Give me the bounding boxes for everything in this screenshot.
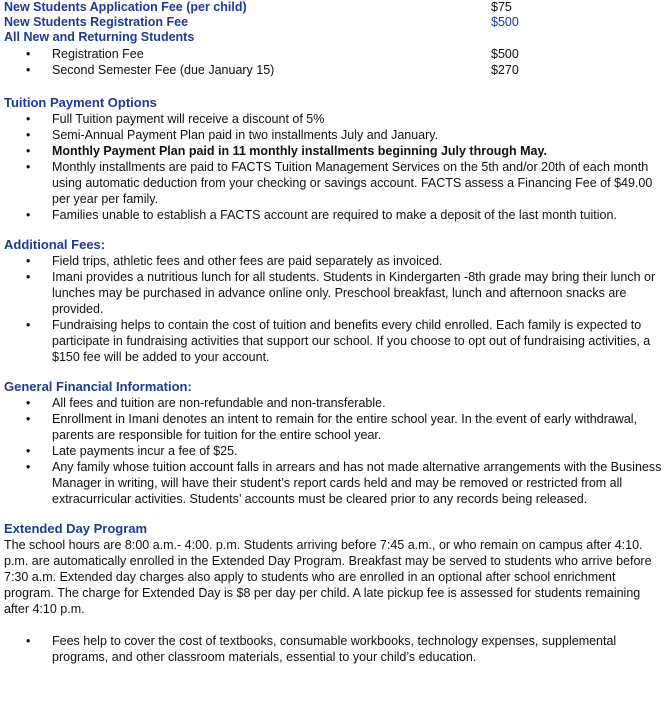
list-item-text: Fees help to cover the cost of textbooks, consumable workbooks, technology expenses, supplemental programs, and other classroom materials, essential to your child’s education. <box>52 634 617 664</box>
list-item-text: Families unable to establish a FACTS account are required to make a deposit of the last month tuition. <box>52 208 617 222</box>
list-item-text: Imani provides a nutritious lunch for all students. Students in Kindergarten -8th grade may bring their lunch or lunches may be purchased in advance online only. Preschool breakfast, lunch and afternoon snacks are provided. <box>52 270 656 316</box>
additional-fees-heading: Additional Fees: <box>4 237 106 252</box>
bullet-icon: • <box>26 254 31 268</box>
list-item <box>4 317 664 365</box>
bullet-icon: • <box>26 47 31 61</box>
list-item <box>4 443 664 459</box>
fee-amount: $270 <box>491 63 519 77</box>
bullet-icon: • <box>26 208 31 222</box>
all-students-heading-row <box>4 30 664 45</box>
fee-row-second-semester <box>4 62 664 78</box>
list-item-text: Full Tuition payment will receive a discount of 5% <box>52 112 325 126</box>
list-item <box>4 253 664 269</box>
additional-fees-list <box>4 253 664 365</box>
bullet-icon: • <box>26 160 31 174</box>
fee-label: Registration Fee <box>52 47 144 61</box>
bullet-icon: • <box>26 634 31 648</box>
list-item <box>4 459 664 507</box>
list-item <box>4 159 664 207</box>
fee-label: Second Semester Fee (due January 15) <box>52 63 275 77</box>
general-financial-heading: General Financial Information: <box>4 379 192 394</box>
bullet-icon: • <box>26 318 31 332</box>
list-item-text: Any family whose tuition account falls in arrears and has not made alternative arrangements with the Business Manager in writing, will have their student’s report cards held and may be removed or restricted from all extracurricular activities. Students’ accounts must be cleared prior to any records being released. <box>52 460 662 506</box>
bullet-icon: • <box>26 112 31 126</box>
list-item <box>4 411 664 443</box>
list-item <box>4 633 664 665</box>
list-item-text: Semi-Annual Payment Plan paid in two installments July and January. <box>52 128 439 142</box>
bullet-icon: • <box>26 128 31 142</box>
tuition-heading: Tuition Payment Options <box>4 95 157 110</box>
bullet-icon: • <box>26 460 31 474</box>
bullet-icon: • <box>26 412 31 426</box>
extended-day-text: The school hours are 8:00 a.m.- 4:00. p.m. Students arriving before 7:45 a.m., or who remain on campus after 4:10. p.m. are automatically enrolled in the Extended Day Program. Breakfast may be served to students who arrive before 7:30 a.m. Extended day charges also apply to students who are enrolled in an optional after school enrichment program. The charge for Extended Day is $8 per day per child. A late pickup fee is assessed for students remaining after 4:10 p.m. <box>4 538 652 616</box>
fee-row-registration-returning <box>4 46 664 62</box>
bullet-icon: • <box>26 444 31 458</box>
tuition-list <box>4 111 664 223</box>
fee-label: New Students Application Fee (per child) <box>4 0 247 14</box>
fee-amount: $500 <box>491 15 519 29</box>
all-students-heading: All New and Returning Students <box>4 30 195 44</box>
list-item-text: All fees and tuition are non-refundable and non-transferable. <box>52 396 386 410</box>
bullet-icon: • <box>26 396 31 410</box>
list-item-text: Monthly installments are paid to FACTS Tuition Management Services on the 5th and/or 20th of each month using automatic deduction from your checking or savings account. FACTS assess a Financing Fee of $49.00 per year per family. <box>52 160 653 206</box>
list-item <box>4 395 664 411</box>
bullet-icon: • <box>26 144 31 158</box>
list-item <box>4 269 664 317</box>
fee-label: New Students Registration Fee <box>4 15 189 29</box>
list-item-text: Field trips, athletic fees and other fees are paid separately as invoiced. <box>52 254 443 268</box>
general-financial-list <box>4 395 664 507</box>
fee-schedule-document <box>4 0 664 665</box>
extended-day-heading: Extended Day Program <box>4 521 148 536</box>
list-item <box>4 127 664 143</box>
list-item-text: Monthly Payment Plan paid in 11 monthly installments beginning July through May. <box>52 144 547 158</box>
fee-row-registration <box>4 15 664 30</box>
list-item-text: Enrollment in Imani denotes an intent to remain for the entire school year. In the event of early withdrawal, parents are responsible for tuition for the entire school year. <box>52 412 638 442</box>
closing-list <box>4 633 664 665</box>
fee-amount: $75 <box>491 0 512 14</box>
list-item <box>4 111 664 127</box>
list-item-text: Late payments incur a fee of $25. <box>52 444 238 458</box>
list-item-text: Fundraising helps to contain the cost of tuition and benefits every child enrolled. Each family is expected to participate in fundraising activities that support our school. If you choose to opt out of fundraising activities, a $150 fee will be added to your account. <box>52 318 651 364</box>
fee-amount: $500 <box>491 47 519 61</box>
bullet-icon: • <box>26 63 31 77</box>
list-item <box>4 207 664 223</box>
list-item <box>4 143 664 159</box>
fee-row-application <box>4 0 664 15</box>
bullet-icon: • <box>26 270 31 284</box>
